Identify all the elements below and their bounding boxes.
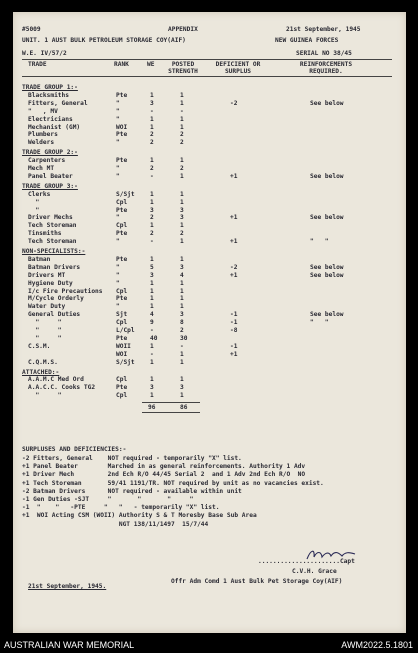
we-cell: 5 [150,263,154,271]
posted-cell: 8 [180,319,184,327]
force-name: NEW GUINEA FORCES [275,37,339,44]
section-title: ATTACHED:- [22,368,60,376]
caption-accession: AWM2022.5.1801 [341,640,413,650]
trade-cell: Mech MT [28,165,55,172]
trade-cell: Tinsmiths [28,230,62,238]
deficiency-cell: +1 [230,238,238,246]
rank-cell: " [116,214,120,222]
col-reinforcements: REINFORCEMENTS REQUIRED. [299,61,353,75]
posted-cell: 2 [180,327,184,334]
we-ref: W.E. IV/57/2 [22,50,67,57]
we-cell: 1 [150,295,154,303]
total-posted: 86 [180,404,188,412]
posted-cell: 1 [180,255,184,263]
rank-cell: Pte [116,206,128,214]
trade-cell: Batman Drivers [28,263,81,271]
signatory-name: C.V.H. Grace [292,568,337,575]
trade-cell: C.S.M. [28,342,51,350]
footer-date: 21st September, 1945. [28,583,107,590]
posted-cell: 30 [180,334,188,342]
we-cell: - [150,172,154,180]
deficiency-cell: +1 [230,214,238,222]
rank-cell: Pte [116,91,128,99]
surplus-note: -2 Fitters, General NOT required - temporarily "X" list. [22,455,242,462]
totals-rule [142,402,200,403]
trade-cell: A.A.M.C Med Ord [28,376,84,384]
col-posted: POSTED STRENGTH [168,61,198,75]
posted-cell: 1 [180,358,184,366]
rank-cell: " [116,165,120,172]
section-title: TRADE GROUP 1:- [22,84,78,91]
section-title: NON-SPECIALISTS:- [22,248,86,255]
trade-cell: M/Cycle Orderly [28,295,84,303]
surplus-note: -1 " " -PTE " " - temporarily "X" list. [22,504,220,512]
rank-cell: WOI [116,123,128,131]
total-we: 96 [148,404,156,412]
we-cell: 1 [150,91,154,99]
posted-cell: 1 [180,287,184,295]
rank-cell: WOI [116,350,128,358]
trade-cell: Tech Storeman [28,238,77,246]
posted-cell: 1 [180,123,184,131]
signatory-role: Offr Adm Comd 1 Aust Bulk Pet Storage Coy(AIF) [171,578,343,585]
trade-cell: " " [28,327,62,334]
we-cell: 1 [150,157,154,165]
trade-cell: Batman [28,255,51,263]
trade-cell: Fitters, General [28,99,88,107]
posted-cell: - [180,342,184,350]
caption-source: AUSTRALIAN WAR MEMORIAL [4,640,135,650]
posted-cell: 1 [180,238,184,246]
deficiency-cell: -8 [230,327,238,334]
rank-cell: " [116,115,120,123]
we-cell: 9 [150,319,154,327]
surplus-note: -2 Batman Drivers NOT required - available within unit [22,487,242,495]
rank-cell: Pte [116,131,128,139]
posted-cell: 1 [180,376,184,384]
we-cell: 3 [150,99,154,107]
we-cell: 2 [150,139,154,147]
posted-cell: 1 [180,350,184,358]
we-cell: 1 [150,198,154,206]
header-rule-bottom [22,76,392,77]
rank-cell: " [116,139,120,147]
col-rank: RANK [114,61,129,68]
trade-cell: Panel Beater [28,172,73,180]
we-cell: - [150,238,154,246]
rank-cell: Pte [116,157,128,165]
posted-cell: - [180,107,184,115]
rank-cell: " [116,99,120,107]
unit-name: UNIT. 1 AUST BULK PETROLEUM STORAGE COY(AIF) [22,37,186,44]
trade-cell: " " [28,334,62,342]
rank-cell: Pte [116,230,128,238]
we-cell: 40 [150,334,158,342]
posted-cell: 1 [180,99,184,107]
deficiency-cell: -1 [230,319,238,327]
doc-date: 21st September, 1945 [286,26,361,33]
trade-cell: General Duties [28,311,81,319]
posted-cell: 1 [180,91,184,99]
rank-cell: Pte [116,334,128,342]
rank-cell: Cpl [116,376,128,384]
posted-cell: 3 [180,263,184,271]
posted-cell: 1 [180,392,184,400]
rank-cell: Pte [116,295,128,303]
rank-cell: S/Sjt [116,358,135,366]
rank-cell: " [116,107,120,115]
posted-cell: 3 [180,311,184,319]
deficiency-cell: +1 [230,350,238,358]
trade-cell: " [28,198,40,206]
reinforcement-cell: See below [310,311,344,319]
reinforcement-cell: See below [310,263,344,271]
we-cell: 3 [150,271,154,279]
we-cell: 1 [150,376,154,384]
deficiency-cell: +1 [230,172,238,180]
trade-cell: Plumbers [28,131,58,139]
reinforcement-cell: See below [310,99,344,107]
we-cell: - [150,350,154,358]
deficiency-cell: -1 [230,342,238,350]
reinforcement-cell: See below [310,214,344,222]
we-cell: 1 [150,190,154,198]
trade-cell: Drivers MT [28,271,66,279]
serial-no: SERIAL NO 38/45 [296,50,352,57]
trade-cell: Hygiene Duty [28,279,73,287]
surplus-note: NGT 138/11/1497 15/7/44 [22,520,209,528]
reinforcement-cell: See below [310,271,344,279]
posted-cell: 2 [180,165,184,172]
we-cell: 1 [150,222,154,230]
posted-cell: 1 [180,303,184,311]
rank-cell: " [116,172,120,180]
surplus-note: -1 Gen Duties -SJT " " " " [22,496,194,503]
trade-cell: Clerks [28,190,51,198]
reinforcement-cell: " " [310,319,329,327]
reinforcement-cell: See below [310,172,344,180]
we-cell: 1 [150,255,154,263]
trade-cell: Welders [28,139,55,147]
trade-cell: C.Q.M.S. [28,358,58,366]
we-cell: 1 [150,358,154,366]
rank-cell: Cpl [116,392,128,400]
appendix-label: APPENDIX [168,26,198,33]
posted-cell: 1 [180,157,184,165]
rank-cell: Sjt [116,311,128,319]
we-cell: 2 [150,131,154,139]
rank-cell: Pte [116,255,128,263]
trade-cell: Tech Storeman [28,222,77,230]
surplus-title: SURPLUSES AND DEFICIENCIES:- [22,446,127,453]
trade-cell: Electricians [28,115,73,123]
trade-cell: Driver Mechs [28,214,73,222]
posted-cell: 3 [180,384,184,392]
surplus-note: +1 Panel Beater Marched in as general reinforcements. Authority 1 Adv [22,463,306,471]
deficiency-cell: +1 [230,271,238,279]
trade-cell: A.A.C.C. Cooks TG2 [28,384,96,392]
trade-cell: " , MV [28,107,58,115]
rank-cell: L/Cpl [116,327,135,334]
deficiency-cell: -2 [230,99,238,107]
we-cell: - [150,327,154,334]
rank-cell: " [116,303,120,311]
trade-cell: " " [28,319,62,327]
posted-cell: 4 [180,271,184,279]
we-cell: 1 [150,123,154,131]
rank-cell: S/Sjt [116,190,135,198]
posted-cell: 2 [180,230,184,238]
doc-ref: #5009 [22,26,41,33]
we-cell: 2 [150,214,154,222]
surplus-note: +1 Driver Mech 2nd Ech R/O 44/45 Serial 2 and 1 Adv 2nd Ech R/O NO [22,471,306,479]
rank-cell: Cpl [116,287,128,295]
surplus-note: +1 Tech Storeman 59/41 1191/TR. NOT required by unit as no vacancies exist. [22,479,324,487]
posted-cell: 3 [180,214,184,222]
col-we: WE [147,61,155,68]
rank-cell: " [116,238,120,246]
surplus-note: +1 WOI Acting CSM (WOII) Authority S & T Moresby Base Sub Area [22,512,257,520]
posted-cell: 1 [180,198,184,206]
trade-cell: Blacksmiths [28,91,69,99]
trade-cell: Water Duty [28,303,66,311]
we-cell: 2 [150,230,154,238]
posted-cell: 1 [180,172,184,180]
posted-cell: 1 [180,115,184,123]
posted-cell: 1 [180,222,184,230]
deficiency-cell: -2 [230,263,238,271]
section-title: TRADE GROUP 3:- [22,182,78,190]
rank-cell: Cpl [116,222,128,230]
rank-cell: " [116,271,120,279]
rank-cell: Cpl [116,198,128,206]
section-title: TRADE GROUP 2:- [22,149,78,157]
we-cell: 1 [150,303,154,311]
trade-cell: " [28,206,40,214]
trade-cell: I/c Fire Precautions [28,287,103,295]
col-deficient: DEFICIENT OR SURPLUS [215,61,261,75]
we-cell: 4 [150,311,154,319]
rank-cell: WOII [116,342,131,350]
we-cell: 1 [150,115,154,123]
header-rule [22,59,392,60]
we-cell: 1 [150,342,154,350]
col-trade: TRADE [28,61,47,68]
we-cell: 1 [150,392,154,400]
we-cell: - [150,107,154,115]
we-cell: 3 [150,206,154,214]
rank-cell: " [116,279,120,287]
we-cell: 1 [150,287,154,295]
posted-cell: 1 [180,190,184,198]
rank-cell: Cpl [116,319,128,327]
we-cell: 2 [150,165,154,172]
posted-cell: 2 [180,131,184,139]
posted-cell: 2 [180,139,184,147]
trade-cell: Mechanist (GM) [28,123,81,131]
posted-cell: 3 [180,206,184,214]
trade-cell: Carpenters [28,157,66,165]
signature-title: ......................Capt [258,558,355,565]
rank-cell: Pte [116,384,128,392]
posted-cell: 1 [180,279,184,287]
trade-cell: " " [28,392,62,400]
we-cell: 1 [150,279,154,287]
deficiency-cell: -1 [230,311,238,319]
we-cell: 3 [150,384,154,392]
totals-rule-bottom [142,412,200,413]
reinforcement-cell: " " [310,238,329,246]
rank-cell: " [116,263,120,271]
posted-cell: 1 [180,295,184,303]
